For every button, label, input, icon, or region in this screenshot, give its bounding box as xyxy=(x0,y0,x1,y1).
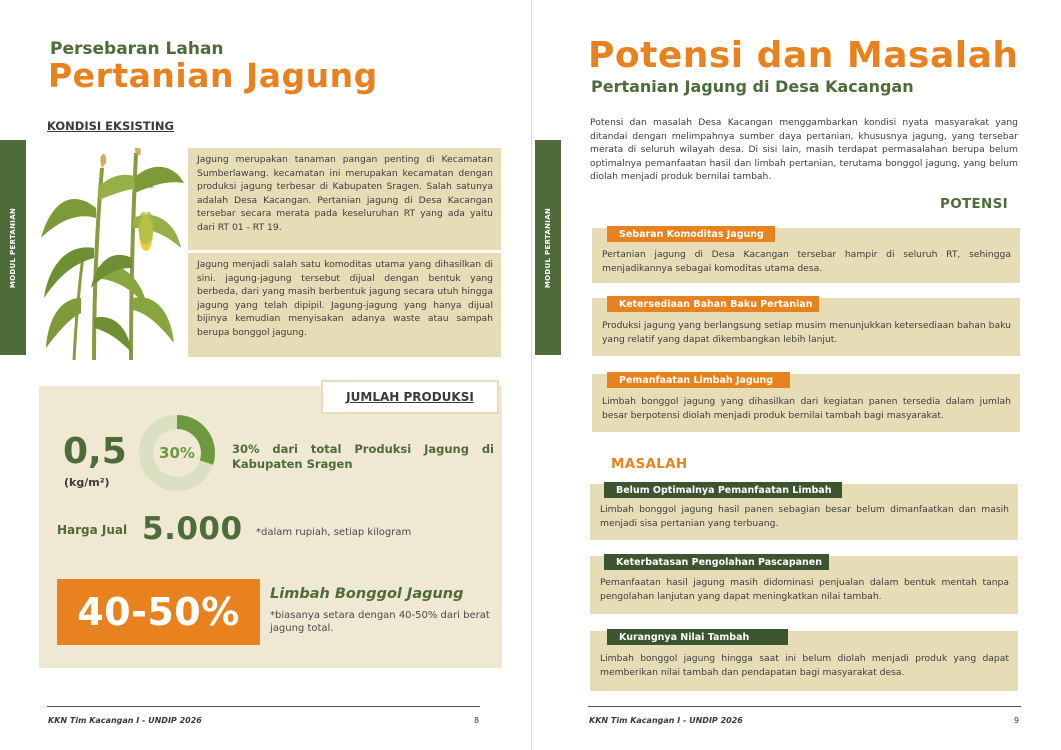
intro-paragraph: Potensi dan masalah Desa Kacangan menggambarkan kondisi nyata masyarakat yang ditandai dengan melimpahnya sumber daya pertanian, khususnya jagung, yang tersebar merata di seluruh wilayah desa. Di sisi lain, masih terdapat permasalahan berupa belum optimalnya pemanfaatan hasil dan limbah pertanian, terutama bonggol jagung, yang belum diolah menjadi produk bernilai tambah. xyxy=(590,117,1018,183)
right-title: Potensi dan Masalah xyxy=(588,35,1019,76)
masalah-card-title: Belum Optimalnya Pemanfaatan Limbah xyxy=(604,482,842,498)
masalah-card-text: Limbah bonggol jagung hasil panen sebagian besar belum dimanfaatkan dan masih menjadi sisa pertanian yang terbuang. xyxy=(600,504,1009,529)
page-number-left: 8 xyxy=(474,716,480,725)
paragraph-box-2: Jagung menjadi salah satu komoditas utama yang dihasilkan di sini. jagung-jagung tersebut dijual dengan bentuk yang berbeda, dari yang masih berbentuk jagung secara utuh hingga jagung yang telah dipipil. Jagung-jagung yang hanya dijual bijinya kemudian menyisakan adanya waste atau sampah berupa bonggol jagung. xyxy=(188,253,501,357)
production-label: JUMLAH PRODUKSI xyxy=(321,380,499,414)
potensi-card-text: Produksi jagung yang berlangsung setiap musim menunjukkan ketersediaan bahan baku yang relatif yang dapat dikembangkan lebih lanjut. xyxy=(602,320,1011,345)
price-label: Harga Jual xyxy=(57,523,128,537)
potensi-heading: POTENSI xyxy=(940,196,1008,212)
waste-percent-box: 40-50% xyxy=(57,579,260,645)
footer-line-left xyxy=(47,706,480,707)
page-number-right: 9 xyxy=(1014,716,1020,725)
footer-line-right xyxy=(588,706,1021,707)
potensi-card-text: Pertanian jagung di Desa Kacangan tersebar hampir di seluruh RT, sehingga menjadikannya sebagai komoditas utama desa. xyxy=(602,249,1011,274)
footer-text-right: KKN Tim Kacangan I - UNDIP 2026 xyxy=(589,716,743,725)
masalah-card-text: Pemanfaatan hasil jagung masih didominasi penjualan dalam bentuk mentah tanpa pengolahan lanjutan yang dapat meningkatkan nilai tambah. xyxy=(600,577,1009,602)
left-title: Pertanian Jagung xyxy=(48,56,378,95)
left-subtitle: Persebaran Lahan xyxy=(50,39,224,59)
side-tab-label: MODUL PERTANIAN xyxy=(544,207,552,288)
right-subtitle: Pertanian Jagung di Desa Kacangan xyxy=(591,77,914,96)
masalah-card-text: Limbah bonggol jagung hingga saat ini belum diolah menjadi produk yang dapat memberikan nilai tambah dan pendapatan bagi masyarakat desa. xyxy=(600,653,1009,678)
price-value: 5.000 xyxy=(142,511,243,547)
side-tab-label: MODUL PERTANIAN xyxy=(9,207,17,288)
masalah-card-title: Keterbatasan Pengolahan Pascapanen xyxy=(604,554,829,570)
masalah-card-title: Kurangnya Nilai Tambah xyxy=(607,629,788,645)
price-note: *dalam rupiah, setiap kilogram xyxy=(256,527,412,538)
waste-note: *biasanya setara dengan 40-50% dari berat jagung total. xyxy=(270,610,490,634)
side-tab-left xyxy=(0,140,26,355)
potensi-card-title: Sebaran Komoditas Jagung xyxy=(607,226,775,242)
share-description: 30% dari total Produksi Jagung di Kabupaten Sragen xyxy=(232,442,494,471)
waste-title: Limbah Bonggol Jagung xyxy=(270,586,464,602)
potensi-card-text: Limbah bonggol jagung yang dihasilkan dari kegiatan panen tersedia dalam jumlah besar berpotensi diolah menjadi produk bernilai tambah bagi masyarakat. xyxy=(602,396,1011,421)
footer-text-left: KKN Tim Kacangan I - UNDIP 2026 xyxy=(48,716,202,725)
production-value: 0,5 xyxy=(63,431,127,472)
potensi-card-title: Ketersediaan Bahan Baku Pertanian xyxy=(607,296,819,312)
side-tab-right xyxy=(535,140,561,355)
kondisi-heading: KONDISI EKSISTING xyxy=(47,119,174,133)
potensi-card-title: Pemanfaatan Limbah Jagung xyxy=(607,372,790,388)
masalah-heading: MASALAH xyxy=(611,456,688,472)
production-unit: (kg/m²) xyxy=(64,476,110,489)
paragraph-box-1: Jagung merupakan tanaman pangan penting di Kecamatan Sumberlawang. kecamatan ini merupakan kecamatan dengan produksi jagung terbesar di Kabupaten Sragen. Salah satunya adalah Desa Kacangan. Pertanian jagung di Desa Kacangan tersebar secara merata pada keseluruhan RT yang ada yaitu dari RT 01 - RT 19. xyxy=(188,148,501,250)
share-percent-label: 30% xyxy=(159,444,195,462)
corn-plant-illustration xyxy=(36,148,186,360)
